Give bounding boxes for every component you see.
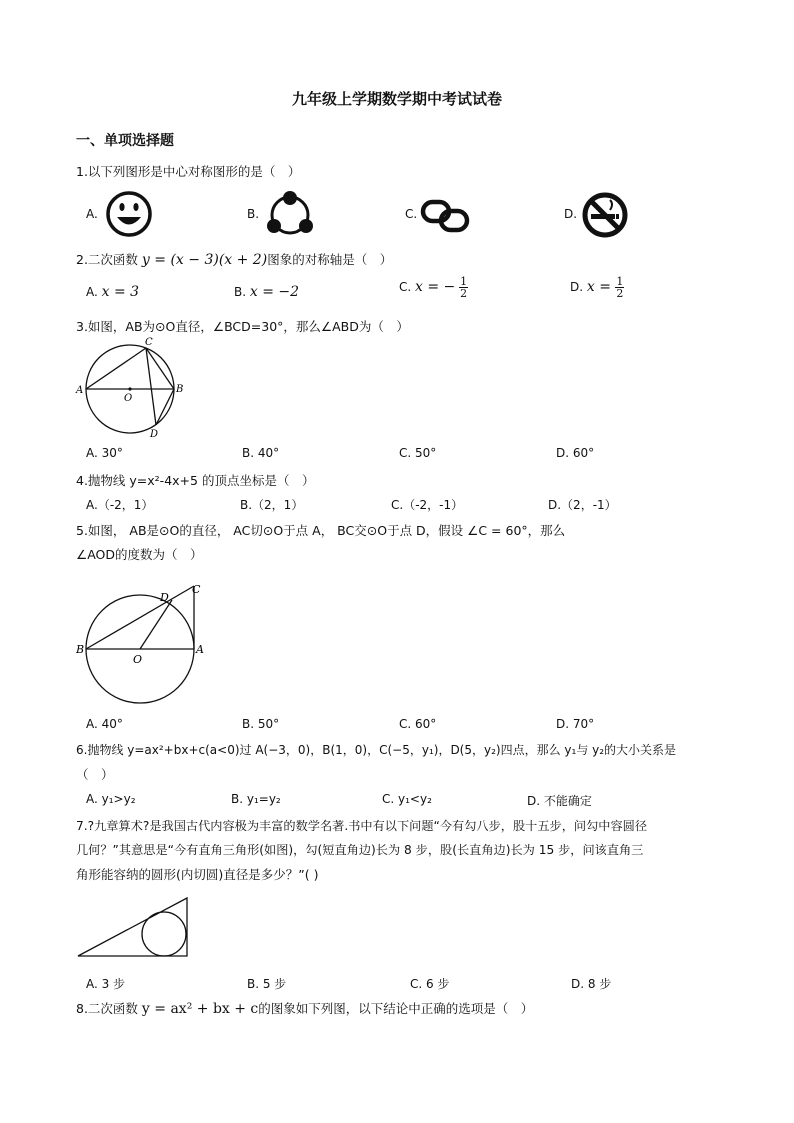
q2-option-d-num: 1	[616, 275, 624, 288]
q3-option-c: C. 50°	[399, 446, 437, 460]
q5-option-d: D. 70°	[556, 717, 595, 731]
q1-option-a: A.	[86, 207, 98, 221]
question-1-stem: 1.以下列图形是中心对称图形的是（ ）	[76, 164, 301, 179]
q2-option-c-num: 1	[460, 275, 468, 288]
q2-option-b-label: B.	[234, 285, 247, 299]
q2-stem-math: y = (x − 3)(x + 2)	[141, 252, 268, 268]
q1-option-c: C.	[405, 207, 418, 221]
q7-option-a: A. 3 步	[86, 977, 126, 991]
page-title: 九年级上学期数学期中考试试卷	[291, 90, 502, 108]
q7-option-c: C. 6 步	[410, 977, 450, 991]
question-6-stem-line2: （ ）	[76, 767, 114, 782]
q2-option-b	[234, 284, 299, 300]
question-3-stem: 3.如图，AB为⊙O直径，∠BCD=30°，那么∠ABD为（ ）	[76, 319, 409, 334]
q3-label-d: D	[150, 429, 159, 440]
q3-option-a: A. 30°	[86, 446, 123, 460]
q2-stem-suffix: 图象的对称轴是（ ）	[267, 252, 393, 267]
q4-option-a: A.（-2，1）	[86, 498, 154, 512]
q1-option-b: B.	[247, 207, 260, 221]
q3-label-c: C	[145, 337, 153, 348]
q5-label-d: D	[160, 591, 169, 604]
q7-option-d: D. 8 步	[571, 977, 612, 991]
q5-label-a: A	[196, 643, 204, 656]
q2-option-a	[86, 284, 139, 300]
question-5-stem-line1: 5.如图， AB是⊙O的直径， AC切⊙O于点 A， BC交⊙O于点 D，假设 ∠C = 60°，那么	[76, 523, 566, 538]
q4-option-b: B.（2，1）	[240, 498, 304, 512]
question-5-stem-line2: ∠AOD的度数为（ ）	[76, 547, 203, 562]
question-4-stem: 4.抛物线 y=x²-4x+5 的顶点坐标是（ ）	[76, 473, 315, 488]
question-8-stem	[76, 999, 533, 1017]
q8-stem-prefix: 8.二次函数	[76, 1001, 138, 1016]
q2-option-a-math: x = 3	[101, 284, 140, 300]
question-7-stem-line1: 7.?九章算术?是我国古代内容极为丰富的数学名著.书中有以下问题“今有勾八步，股十五步，问勾中容圆径	[76, 819, 648, 833]
q2-option-d-label: D.	[570, 280, 584, 294]
q2-option-a-label: A.	[86, 285, 98, 299]
q2-stem-prefix: 2.二次函数	[76, 252, 138, 267]
question-6-stem-line1: 6.抛物线 y=ax²+bx+c(a<0)过 A(−3，0)，B(1，0)，C(−5，y₁)，D(5，y₂)四点，那么 y₁与 y₂的大小关系是	[76, 743, 677, 757]
q5-option-c: C. 60°	[399, 717, 437, 731]
q2-option-d-den: 2	[616, 287, 624, 300]
q5-circle-figure	[74, 578, 208, 706]
q3-label-a: A	[76, 385, 84, 396]
q7-triangle-figure	[74, 895, 192, 959]
q5-label-o: O	[133, 653, 143, 666]
q8-stem-suffix: 的图象如下列图，以下结论中正确的选项是（ ）	[258, 1001, 534, 1016]
smiley-face-icon	[104, 190, 154, 238]
q2-option-b-math: x = −2	[249, 284, 300, 300]
q6-option-a: A. y₁>y₂	[86, 792, 136, 806]
q4-option-d: D.（2，-1）	[548, 498, 617, 512]
q4-option-c: C.（-2，-1）	[391, 498, 464, 512]
q3-circle-figure	[74, 336, 194, 444]
linked-rings-icon	[420, 198, 472, 234]
q7-option-b: B. 5 步	[247, 977, 287, 991]
q2-option-c	[399, 276, 468, 299]
q5-option-b: B. 50°	[242, 717, 280, 731]
q3-option-d: D. 60°	[556, 446, 595, 460]
q5-option-a: A. 40°	[86, 717, 123, 731]
q6-option-c: C. y₁<y₂	[382, 792, 432, 806]
three-dots-circle-icon	[262, 188, 318, 240]
q2-option-d	[570, 276, 624, 299]
q1-option-d: D.	[564, 207, 578, 221]
q2-option-d-math: x =	[586, 279, 616, 295]
q2-option-d-fraction	[615, 276, 624, 299]
question-7-stem-line2: 几何？”其意思是“今有直角三角形(如图)，勾(短直角边)长为 8 步，股(长直角边)长为 15 步，问该直角三	[76, 843, 644, 857]
q5-label-c: C	[192, 583, 201, 596]
q2-option-c-fraction	[459, 276, 468, 299]
question-2-stem	[76, 250, 392, 268]
q2-option-c-math: x = −	[415, 279, 456, 295]
q2-option-c-den: 2	[460, 287, 468, 300]
q3-label-o: O	[124, 393, 133, 404]
q8-stem-math: y = ax² + bx + c	[141, 1001, 259, 1017]
q3-option-b: B. 40°	[242, 446, 280, 460]
q2-option-c-label: C.	[399, 280, 412, 294]
q6-option-d: D. 不能确定	[527, 794, 592, 808]
q5-label-b: B	[76, 643, 85, 656]
q3-label-b: B	[176, 384, 184, 395]
no-smoking-icon	[580, 190, 630, 240]
section-heading: 一、单项选择题	[76, 133, 174, 149]
q6-option-b: B. y₁=y₂	[231, 792, 281, 806]
question-7-stem-line3: 角形能容纳的圆形(内切圆)直径是多少？”( )	[76, 867, 319, 882]
